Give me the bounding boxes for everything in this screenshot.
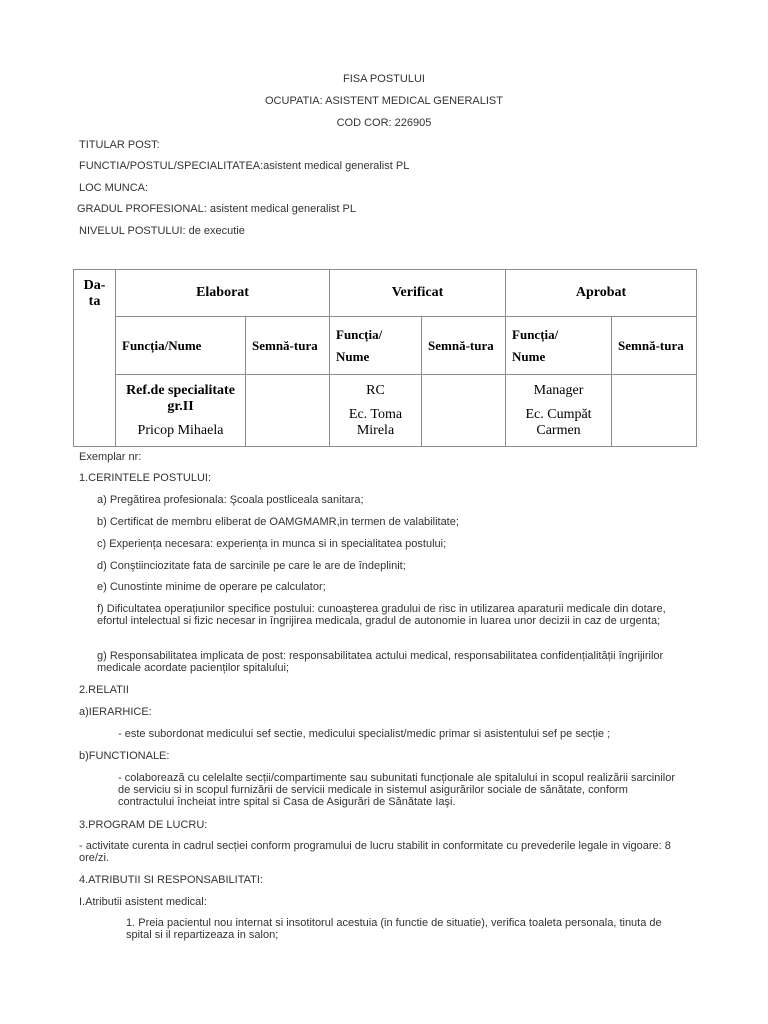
aprobat-role: Manager [533, 382, 584, 398]
aprobat-semnatura-label: Semnă-tura [612, 317, 697, 375]
program-text: - activitate curenta in cadrul secției conform programului de lucru stabilit in conformitate cu prevederile legale in vigoare: 8 ore/zi. [79, 840, 671, 864]
aprobat-signature-cell [612, 375, 697, 447]
occupation-line: OCUPATIA: ASISTENT MEDICAL GENERALIST [265, 95, 503, 107]
cerinte-a: a) Pregătirea profesionala: Şcoala postliceala sanitara; [97, 494, 364, 506]
verificat-functia-label: Funcția/ [336, 326, 383, 342]
table-header-row [74, 270, 697, 317]
aprobat-functia-nume [506, 317, 612, 375]
table-signers-row [74, 375, 697, 447]
verificat-role: RC [366, 382, 385, 398]
aprobat-signer [506, 375, 612, 447]
exemplar-line: Exemplar nr: [79, 451, 142, 463]
elaborat-signature-cell [246, 375, 330, 447]
functionale-heading: b)FUNCTIONALE: [79, 750, 170, 762]
atributii-sub: I.Atributii asistent medical: [79, 896, 207, 908]
approval-table [73, 269, 697, 447]
titular-post-label: TITULAR POST: [79, 139, 160, 151]
elaborat-header: Elaborat [116, 270, 330, 317]
cerinte-g: g) Responsabilitatea implicata de post: responsabilitatea actului medical, responsabilitatea confidențialității îngrijirilor medicale acordate pacienților spitalului; [97, 650, 664, 674]
relatii-heading: 2.RELATII [79, 684, 129, 696]
document-title: FISA POSTULUI [343, 73, 425, 85]
cerinte-d: d) Conştiinciozitate fata de sarcinile pe care le are de îndeplinit; [97, 560, 406, 572]
functia-line: FUNCTIA/POSTUL/SPECIALITATEA:asistent medical generalist PL [79, 160, 410, 172]
verificat-semnatura-label: Semnă-tura [422, 317, 506, 375]
ierarhice-text: - este subordonat medicului sef sectie, medicului specialist/medic primar si asistentului sef pe secție ; [118, 728, 611, 740]
cod-cor-line: COD COR: 226905 [336, 117, 432, 129]
aprobat-nume-label: Nume [512, 348, 546, 364]
verificat-signature-cell [422, 375, 506, 447]
program-heading: 3.PROGRAM DE LUCRU: [79, 819, 208, 831]
gradul-line: GRADUL PROFESIONAL: asistent medical generalist PL [77, 203, 356, 215]
cerinte-f: f) Dificultatea operațiunilor specifice postului: cunoaşterea gradului de risc in utilizarea aparaturii medicale din dotare, efortul intelectual si fizic necesar in îngrijirea medicala, gradul de autonomie in luarea unor decizii in caz de urgenta; [97, 603, 666, 627]
cerinte-heading: 1.CERINTELE POSTULUI: [79, 472, 212, 484]
verificat-name: Ec. Toma Mirela [348, 406, 403, 438]
aprobat-name: Ec. Cumpăt Carmen [525, 406, 592, 438]
atributii-item-1: 1. Preia pacientul nou internat si insotitorul acestuia (in functie de situatie), verifica toaleta personala, tinuta de spital si il repartizeaza in salon; [126, 917, 662, 941]
elaborat-semnatura-label: Semnă-tura [246, 317, 330, 375]
elaborat-signer [116, 375, 246, 447]
table-subheader-row [74, 317, 697, 375]
ierarhice-heading: a)IERARHICE: [79, 706, 152, 718]
cerinte-e: e) Cunostinte minime de operare pe calculator; [97, 581, 326, 593]
elaborat-name: Pricop Mihaela [137, 422, 224, 438]
data-column-header [74, 270, 116, 447]
verificat-nume-label: Nume [336, 348, 370, 364]
elaborat-role: Ref.de specialitate gr.II [126, 382, 235, 414]
atributii-heading: 4.ATRIBUTII SI RESPONSABILITATI: [79, 874, 263, 886]
verificat-functia-nume [330, 317, 422, 375]
loc-munca-label: LOC MUNCA: [79, 182, 149, 194]
data-label: Da-ta [83, 278, 106, 309]
verificat-signer [330, 375, 422, 447]
aprobat-header: Aprobat [506, 270, 697, 317]
cerinte-c: c) Experiența necesara: experiența in munca si in specialitatea postului; [97, 538, 447, 550]
functionale-text: - colaborează cu celelalte secții/compartimente sau subunitati funcționale ale spitalului in scopul realizării sarcinilor de serviciu si in scopul furnizării de servicii medicale in sistemul asigurărilor sociale de sănătate, conform contractului încheiat intre spital si Casa de Asigurări de Sănătate Iaşi. [118, 772, 676, 808]
cerinte-b: b) Certificat de membru eliberat de OAMGMAMR,in termen de valabilitate; [97, 516, 459, 528]
aprobat-functia-label: Funcția/ [512, 326, 559, 342]
elaborat-functia-nume: Funcția/Nume [116, 317, 246, 375]
nivelul-line: NIVELUL POSTULUI: de executie [79, 225, 245, 237]
verificat-header: Verificat [330, 270, 506, 317]
